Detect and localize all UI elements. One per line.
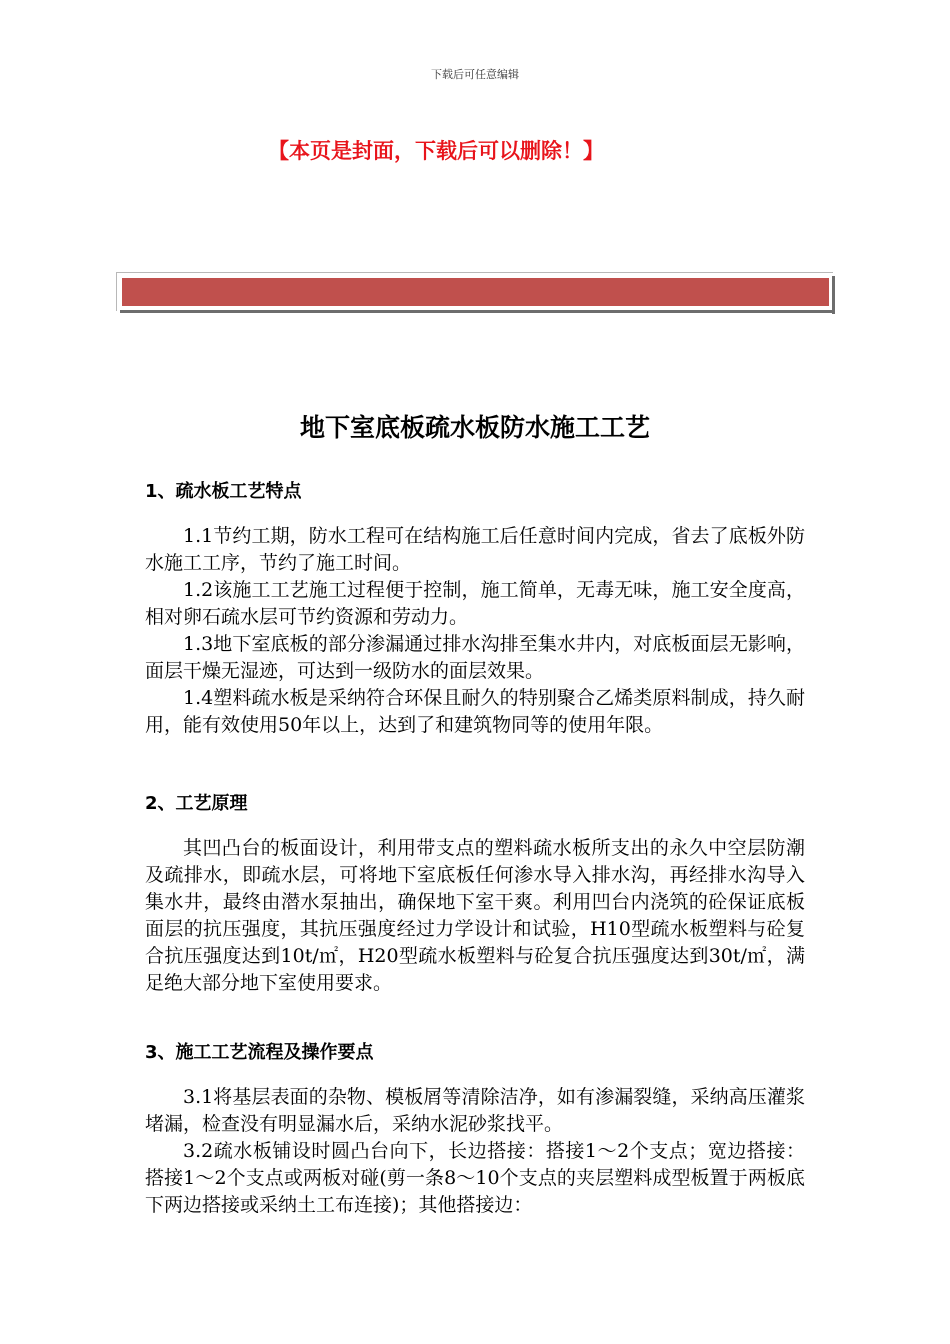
section-heading-2: 2、工艺原理 <box>145 793 248 814</box>
cover-notice: 【本页是封面，下载后可以删除！】 <box>268 139 604 163</box>
section-heading-1: 1、疏水板工艺特点 <box>145 481 302 502</box>
banner-shadow-right <box>832 276 835 314</box>
paragraph-3-1: 3.1将基层表面的杂物、模板屑等清除洁净，如有渗漏裂缝，采纳高压灌浆堵漏，检查没有明显漏水后，采纳水泥砂浆找平。 <box>145 1086 805 1135</box>
decorative-banner <box>116 272 833 311</box>
paragraph-3-2: 3.2疏水板铺设时圆凸台向下，长边搭接：搭接1～2个支点；宽边搭接：搭接1～2个支点或两板对碰(剪一条8～10个支点的夹层塑料成型板置于两板底下两边搭接或采纳土工布连接)；其他搭接边： <box>145 1140 805 1216</box>
document-title: 地下室底板疏水板防水施工工艺 <box>299 413 650 442</box>
paragraph-2-1: 其凹凸台的板面设计，利用带支点的塑料疏水板所支出的永久中空层防潮及疏排水，即疏水层，可将地下室底板任何渗水导入排水沟，再经排水沟导入集水井，最终由潜水泵抽出，确保地下室干爽。利用凹台内浇筑的砼保证底板面层的抗压强度，其抗压强度经过力学设计和试验，H10型疏水板塑料与砼复合抗压强度达到10t/㎡，H20型疏水板塑料与砼复合抗压强度达到30t/㎡，满足绝大部分地下室使用要求。 <box>145 837 805 994</box>
paragraph-1-1: 1.1节约工期，防水工程可在结构施工后任意时间内完成，省去了底板外防水施工工序，节约了施工时间。 <box>145 525 805 574</box>
paragraph-1-2: 1.2该施工工艺施工过程便于控制，施工简单，无毒无味，施工安全度高，相对卵石疏水层可节约资源和劳动力。 <box>145 579 805 628</box>
section-heading-3: 3、施工工艺流程及操作要点 <box>145 1042 374 1063</box>
paragraph-1-4: 1.4塑料疏水板是采纳符合环保且耐久的特别聚合乙烯类原料制成，持久耐用，能有效使用50年以上，达到了和建筑物同等的使用年限。 <box>145 687 805 736</box>
paragraph-1-3: 1.3地下室底板的部分渗漏通过排水沟排至集水井内，对底板面层无影响，面层干燥无湿迹，可达到一级防水的面层效果。 <box>145 633 805 682</box>
banner-shadow-bottom <box>120 310 835 313</box>
banner-fill <box>122 278 829 306</box>
header-note: 下载后可任意编辑 <box>431 68 519 81</box>
